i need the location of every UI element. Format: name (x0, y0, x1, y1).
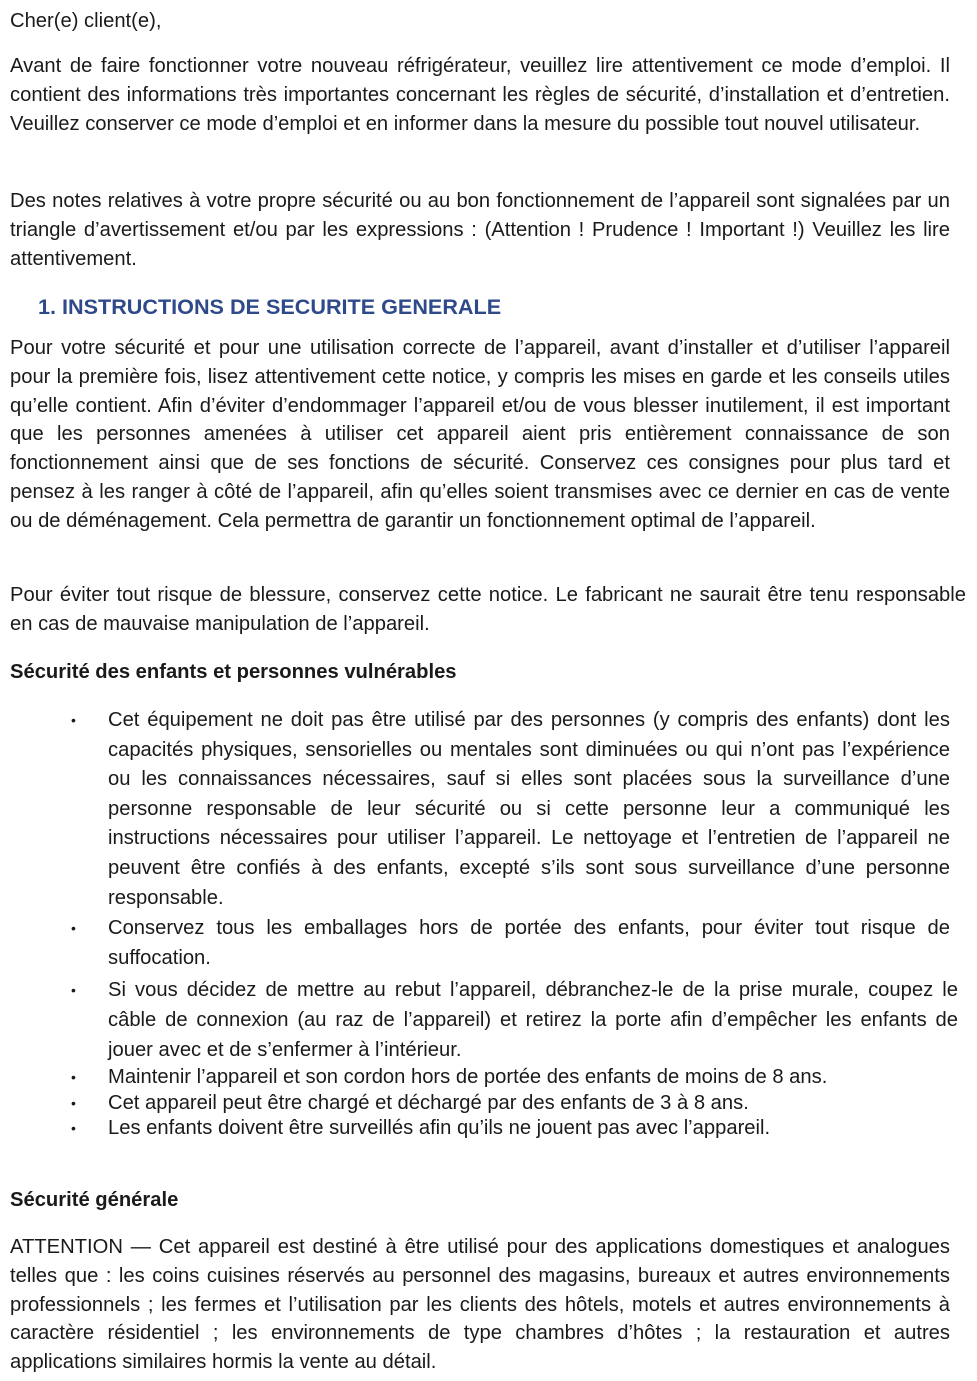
children-safety-heading: Sécurité des enfants et personnes vulnérables (10, 661, 457, 683)
list-item (10, 976, 968, 1065)
list-item (10, 1116, 968, 1142)
list-item-text: Cet appareil peut être chargé et déchargé par des enfants de 3 à 8 ans. (108, 1091, 749, 1114)
list-item (10, 1065, 968, 1091)
bullet-icon: • (71, 1094, 76, 1111)
safety-paragraph-1: Pour votre sécurité et pour une utilisation correcte de l’appareil, avant d’installer et d’utiliser l’appareil pour la première fois, lisez attentivement cette notice, y compris les mises en garde et les conseils utiles qu’elle contient. Afin d’éviter d’endommager l’appareil et/ou de vous blesser inutilement, il est important que les personnes amenées à utiliser cet appareil aient pris entièrement connaissance de son fonctionnement ainsi que de ses fonctions de sécurité. Conservez ces consignes pour plus tard et pensez à les ranger à côté de l’appareil, afin qu’elles soient transmises avec ce dernier en cas de vente ou de déménagement. Cela permettra de garantir un fonctionnement optimal de l’appareil. (10, 337, 950, 532)
general-safety-heading: Sécurité générale (10, 1189, 179, 1211)
general-safety-paragraph: ATTENTION — Cet appareil est destiné à être utilisé pour des applications domestiques et analogues telles que : les coins cuisines réservés au personnel des magasins, bureaux et autres environnements professionnels ; les fermes et l’utilisation par les clients des hôtels, motels et autres environnements à caractère résidentiel ; les environnements de type chambres d’hôtes ; la restauration et autres applications similaires hormis la vente au détail. (10, 1236, 950, 1374)
list-item-text: Conservez tous les emballages hors de portée des enfants, pour éviter tout risque de suffocation. (108, 917, 950, 969)
safety-paragraph-2: Pour éviter tout risque de blessure, conservez cette notice. Le fabricant ne saurait être tenu responsable en cas de mauvaise manipulation de l’appareil. (10, 584, 966, 635)
list-item-text: Maintenir l’appareil et son cordon hors de portée des enfants de moins de 8 ans. (108, 1066, 828, 1089)
list-item (10, 1091, 968, 1117)
list-item (10, 706, 968, 913)
bullet-icon: • (71, 982, 76, 999)
list-item-text: Si vous décidez de mettre au rebut l’appareil, débranchez-le de la prise murale, coupez le câble de connexion (au raz de l’appareil) et retirez la porte afin d’empêcher les enfants de jouer avec et de s’enfermer à l’intérieur. (108, 979, 958, 1061)
list-item-text: Les enfants doivent être surveillés afin qu’ils ne jouent pas avec l’appareil. (108, 1117, 771, 1140)
list-item (10, 914, 968, 973)
intro-paragraph-1: Avant de faire fonctionner votre nouveau réfrigérateur, veuillez lire attentivement ce mode d’emploi. Il contient des informations très importantes concernant les règles de sécurité, d’installation et d’entretien. Veuillez conserver ce mode d’emploi et en informer dans la mesure du possible tout nouvel utilisateur. (10, 55, 950, 135)
intro-paragraph-2: Des notes relatives à votre propre sécurité ou au bon fonctionnement de l’appareil sont signalées par un triangle d’avertissement et/ou par les expressions : (Attention ! Prudence ! Important !) Veuillez les lire attentivement. (10, 190, 950, 270)
children-safety-list (10, 706, 968, 1142)
bullet-icon: • (71, 1069, 76, 1086)
section-title: 1. INSTRUCTIONS DE SECURITE GENERALE (38, 294, 502, 319)
bullet-icon: • (71, 712, 76, 728)
bullet-icon: • (71, 920, 76, 937)
list-item-text: Cet équipement ne doit pas être utilisé par des personnes (y compris des enfants) dont les capacités physiques, sensorielles ou mentales sont diminuées ou qui n’ont pas l’expérience ou les connaissances nécessaires, sauf si elles sont placées sous la surveillance d’une personne responsable de leur sécurité ou si cette personne leur a communiqué les instructions nécessaires pour utiliser l’appareil. Le nettoyage et l’entretien de l’appareil ne peuvent être confiés à des enfants, excepté s’ils sont sous surveillance d’une personne responsable. (108, 709, 950, 909)
bullet-icon: • (71, 1120, 76, 1137)
greeting: Cher(e) client(e), (10, 10, 162, 32)
